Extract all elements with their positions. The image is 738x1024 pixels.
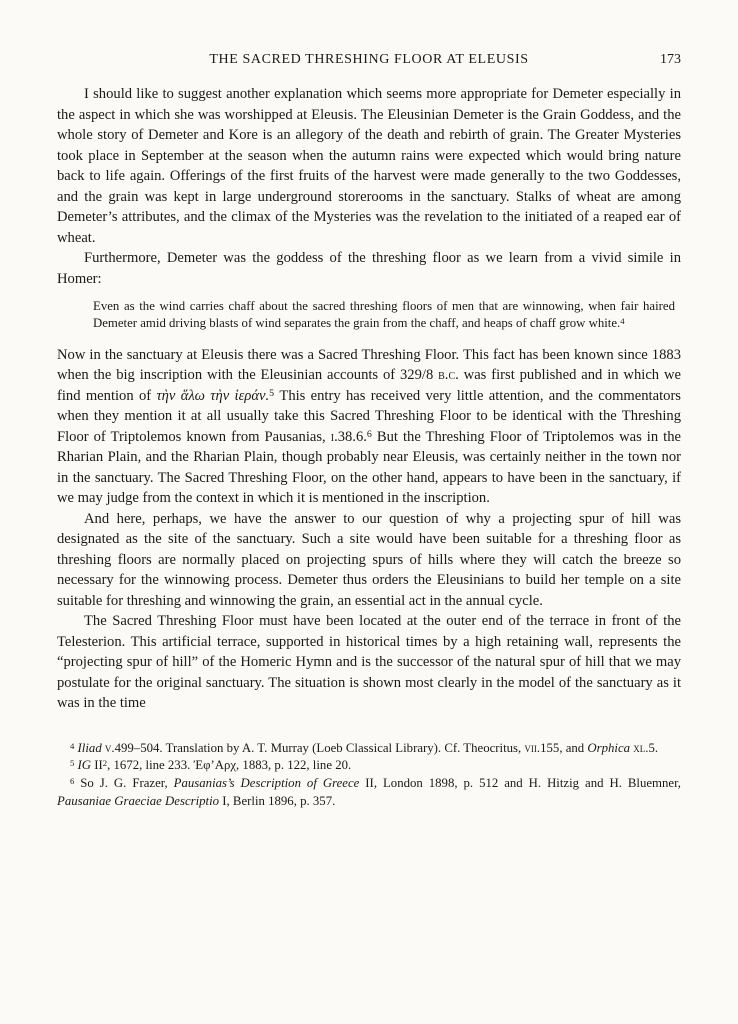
footnote-ref: 5 <box>269 388 275 400</box>
text-run: .38.6. <box>334 428 367 445</box>
text-run: Even as the wind carries chaff about the sacred threshing floors of men that are winnowing, when fair haired Demeter amid driving blasts of wind separates the grain from the chaff, and heaps of chaff grow white. <box>93 299 675 331</box>
text-run: i <box>330 428 335 445</box>
footnote <box>57 740 681 758</box>
footnote-ref: 6 <box>366 429 372 441</box>
text-run: vii <box>524 740 537 755</box>
text-run: was first published and in which we find mention of <box>57 367 681 404</box>
footnote <box>57 775 681 810</box>
text-run: b.c. <box>438 367 459 384</box>
block-quote <box>93 298 675 333</box>
text-run: The Sacred Threshing Floor must have been located at the outer end of the terrace in front of the Telesterion. This artificial terrace, supported in historical times by a high retaining wall, represents the “projecting spur of hill” of the Homeric Hymn and is the successor of the natural spur of hill that we may postulate for the original sanctuary. The situation is shown most clearly in the model of the sanctuary as it was in the time <box>57 613 681 712</box>
page-header <box>57 52 681 68</box>
text-run: v <box>104 740 112 755</box>
footnotes <box>57 740 681 810</box>
text-run: Orphica <box>587 740 634 755</box>
text-run: Pausanias’s Description of Greece <box>173 776 360 790</box>
text-run: Furthermore, Demeter was the goddess of the threshing floor as we learn from a vivid simile in Homer: <box>57 250 681 287</box>
text-run: Now in the sanctuary at Eleusis there was a Sacred Threshing Floor. This fact has been known since 1883 when the big inscription with the Eleusinian accounts of 329/8 <box>57 346 681 384</box>
footnote-ref: 5 <box>70 758 75 769</box>
text-run: .499–504. Translation by A. T. Murray (Loeb Classical Library). Cf. Theocritus, <box>111 740 525 755</box>
paragraph <box>57 84 681 248</box>
footnote <box>57 757 681 775</box>
text-run: This entry has received very little attention, and the commentators when they mention it at all usually take this Sacred Threshing Floor to be identical with the Threshing Floor of Triptolemos known from Pausanias, <box>57 387 681 445</box>
text-run: Pausaniae Graeciae Descriptio <box>57 793 220 808</box>
text-run: II, London 1898, p. 512 and H. Hitzig and H. Bluemner, <box>359 776 682 790</box>
text-run: IG <box>74 758 92 773</box>
running-title: THE SACRED THRESHING FLOOR AT ELEUSIS <box>209 52 529 67</box>
text-run: II <box>91 758 103 773</box>
footnote-ref: 4 <box>620 316 625 327</box>
footnote-ref: 6 <box>70 775 75 786</box>
text-run: And here, perhaps, we have the answer to our question of why a projecting spur of hill was designated as the site of the sanctuary. Such a site would have been suitable for a threshing floor as threshing floors are normally placed on projecting spurs of hills where they will catch the breeze so necessary for the winnowing process. Demeter thus orders the Eleusinians to build her temple on a site suitable for threshing and winnowing the grain, an essential act in the annual cycle. <box>57 510 681 609</box>
text-run: I, Berlin 1896, p. 357. <box>219 793 336 808</box>
paragraph <box>57 611 681 714</box>
page-number: 173 <box>660 52 681 67</box>
text-run: .155, and <box>536 740 588 755</box>
body-text <box>57 84 681 714</box>
footnote-ref: 2 <box>102 758 108 769</box>
text-run: Iliad <box>74 740 105 755</box>
text-run: So J. G. Frazer, <box>74 776 174 790</box>
text-run: But the Threshing Floor of Triptolemos was in the Rharian Plain, and the Rharian Plain, though probably near Eleusis, was certainly neither in the town nor in the sanctuary. The Sacred Threshing Floor, on the other hand, appears to have been in the sanctuary, if we may judge from the context in which it is mentioned in the inscription. <box>57 428 681 507</box>
paragraph <box>57 509 681 612</box>
text-run: τὴν ἅλω τὴν ἱεράν. <box>156 387 270 404</box>
text-run: I should like to suggest another explanation which seems more appropriate for Demeter especially in the aspect in which she was worshipped at Eleusis. The Eleusinian Demeter is the Grain Goddess, and the whole story of Demeter and Kore is an allegory of the death and rebirth of grain. The Greater Mysteries took place in September at the season when the autumn rains were expected which would bring nature back to life again. Offerings of the first fruits of the harvest were made generally to the two Goddesses, and the grain was kept in large underground storerooms in the sanctuary. Stalks of wheat are among Demeter’s attributes, and the climax of the Mysteries was the revelation to the initiated of a reaped ear of wheat. <box>57 86 681 246</box>
text-run: xl <box>633 740 646 755</box>
text-run: , 1672, line 233. Ἐφ’Αρχ, 1883, p. 122, line 20. <box>107 758 352 773</box>
footnote-ref: 4 <box>70 740 75 751</box>
paragraph <box>57 345 681 509</box>
paragraph <box>57 248 681 289</box>
text-run: .5. <box>645 740 659 755</box>
